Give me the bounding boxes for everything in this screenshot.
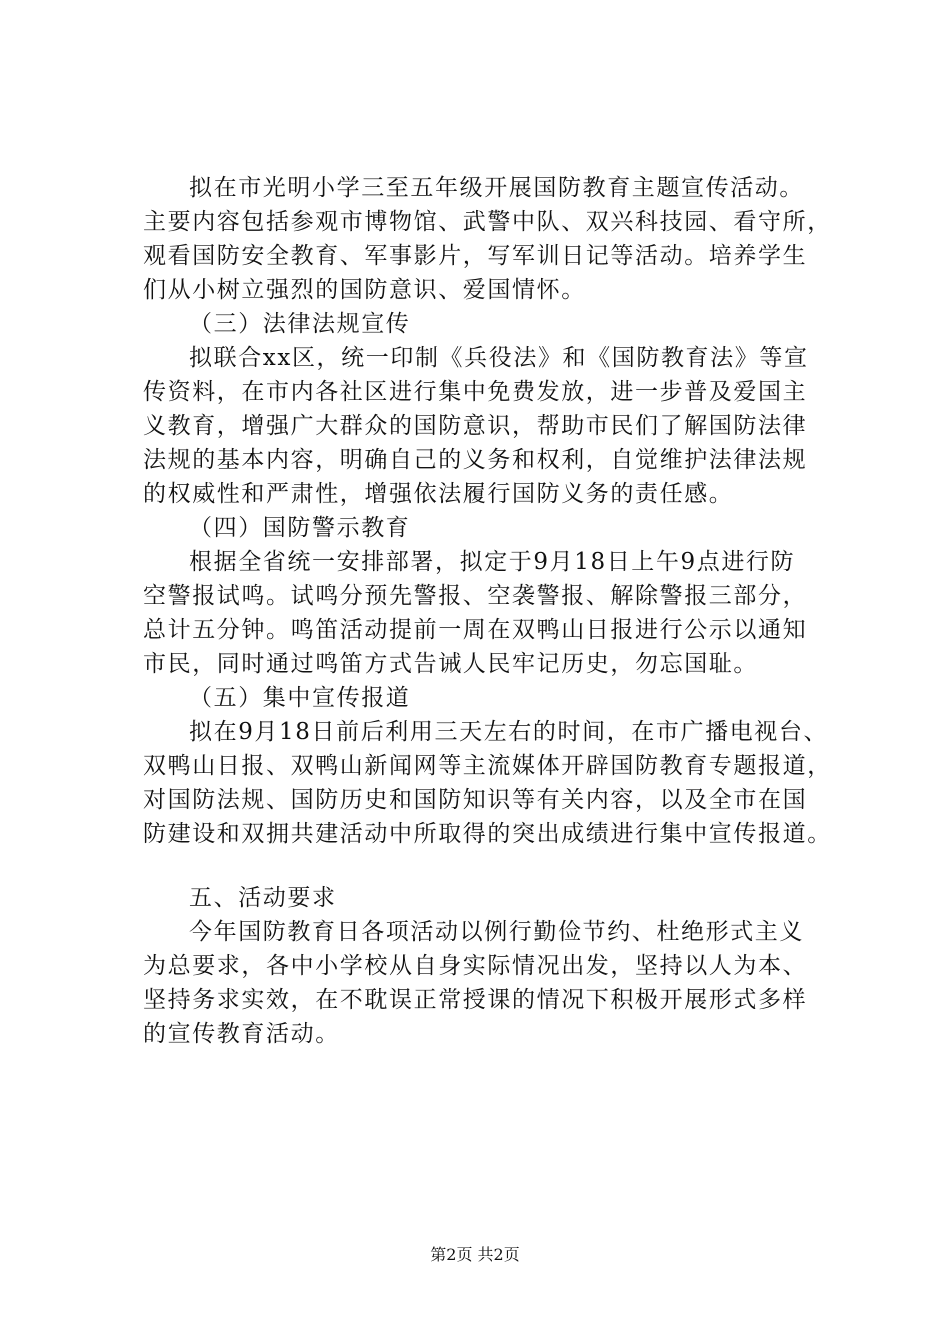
paragraph-line: 空警报试鸣。试鸣分预先警报、空袭警报、解除警报三部分，: [143, 583, 808, 609]
paragraph-line: 拟在市光明小学三至五年级开展国防教育主题宣传活动。: [189, 175, 804, 201]
paragraph-line: 今年国防教育日各项活动以例行勤俭节约、杜绝形式主义: [189, 919, 804, 945]
paragraph-line: 坚持务求实效，在不耽误正常授课的情况下积极开展形式多样: [143, 987, 808, 1013]
paragraph-line: 们从小树立强烈的国防意识、爱国情怀。: [143, 277, 586, 303]
paragraph-line: 防建设和双拥共建活动中所取得的突出成绩进行集中宣传报道。: [143, 821, 832, 847]
document-body: [143, 171, 853, 1051]
paragraph-line: 观看国防安全教育、军事影片，写军训日记等活动。培养学生: [143, 243, 808, 269]
paragraph-line: 市民，同时通过鸣笛方式告诫人民牢记历史，勿忘国耻。: [143, 651, 758, 677]
paragraph-line: 双鸭山日报、双鸭山新闻网等主流媒体开辟国防教育专题报道，: [143, 753, 832, 779]
paragraph-line: 对国防法规、国防历史和国防知识等有关内容，以及全市在国: [143, 787, 808, 813]
paragraph-line: 主要内容包括参观市博物馆、武警中队、双兴科技园、看守所，: [143, 209, 832, 235]
paragraph-line: 传资料，在市内各社区进行集中免费发放，进一步普及爱国主: [143, 379, 808, 405]
paragraph-line: 义教育，增强广大群众的国防意识，帮助市民们了解国防法律: [143, 413, 808, 439]
section-heading: （三）法律法规宣传: [189, 311, 411, 337]
paragraph-line: 的权威性和严肃性，增强依法履行国防义务的责任感。: [143, 481, 734, 507]
section-heading: （五）集中宣传报道: [189, 685, 411, 711]
paragraph-line: 总计五分钟。鸣笛活动提前一周在双鸭山日报进行公示以通知: [143, 617, 808, 643]
page-footer: 第2页 共2页: [430, 1245, 520, 1264]
paragraph-line: 拟在9月18日前后利用三天左右的时间，在市广播电视台、: [189, 719, 829, 745]
paragraph-line: 根据全省统一安排部署，拟定于9月18日上午9点进行防: [189, 549, 796, 575]
paragraph-line: 拟联合xx区，统一印制《兵役法》和《国防教育法》等宣: [189, 345, 809, 371]
section-heading: 五、活动要求: [189, 885, 337, 911]
paragraph-line: 的宣传教育活动。: [143, 1021, 340, 1047]
section-heading: （四）国防警示教育: [189, 515, 411, 541]
paragraph-line: 为总要求，各中小学校从自身实际情况出发，坚持以人为本、: [143, 953, 808, 979]
paragraph-line: 法规的基本内容，明确自己的义务和权利，自觉维护法律法规: [143, 447, 808, 473]
